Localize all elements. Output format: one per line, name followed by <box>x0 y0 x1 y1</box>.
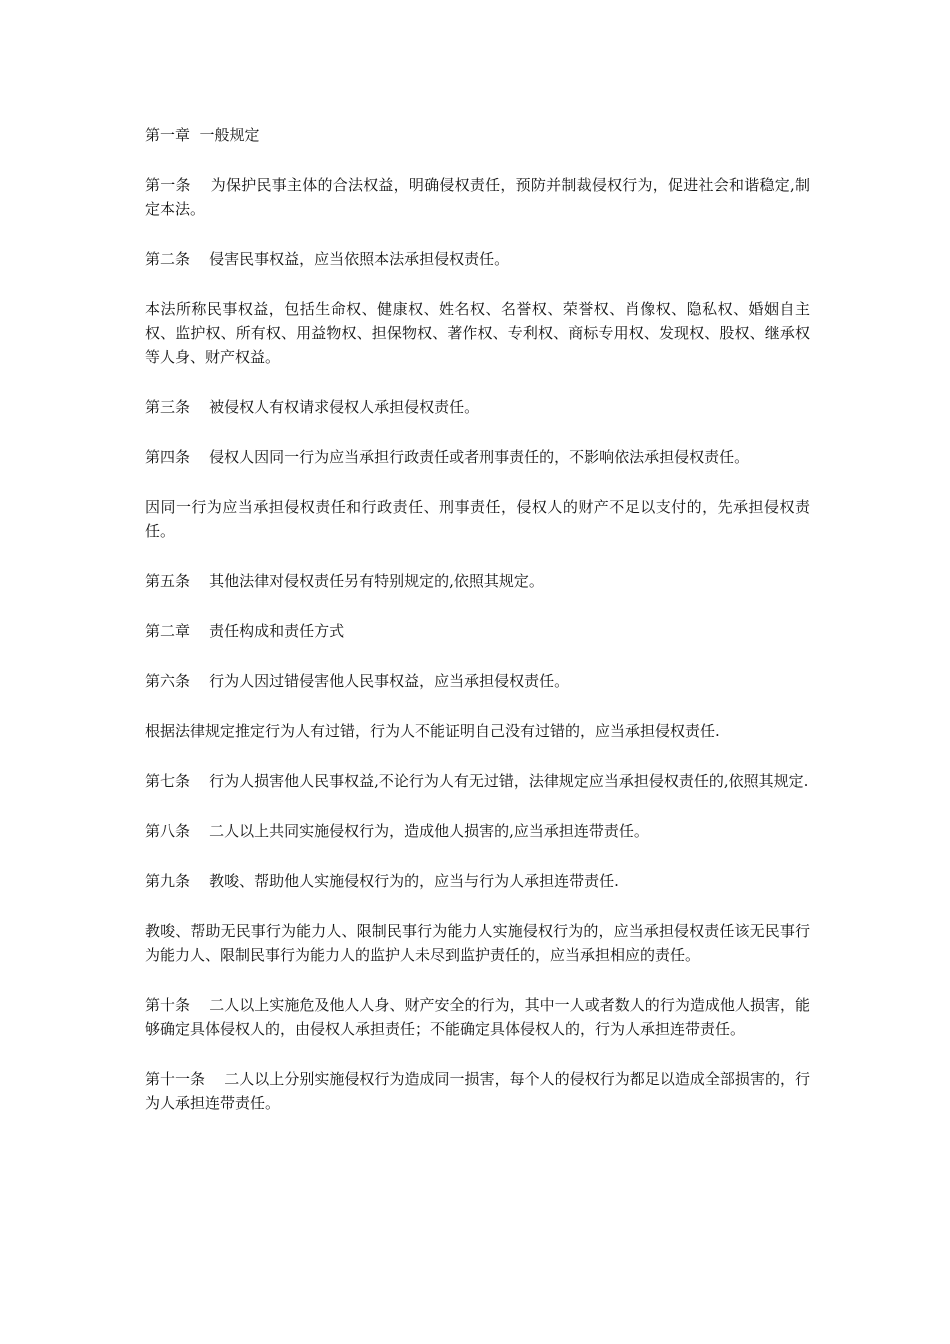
document-page <box>145 123 810 1141</box>
article-1: 第一条 为保护民事主体的合法权益，明确侵权责任，预防并制裁侵权行为，促进社会和谐稳定,制定本法。 <box>145 176 810 218</box>
article-10: 第十条 二人以上实施危及他人人身、财产安全的行为，其中一人或者数人的行为造成他人损害，能够确定具体侵权人的，由侵权人承担责任；不能确定具体侵权人的，行为人承担连带责任。 <box>145 996 810 1038</box>
article-9: 第九条 教唆、帮助他人实施侵权行为的，应当与行为人承担连带责任. <box>145 872 619 890</box>
article-9-paragraph-2: 教唆、帮助无民事行为能力人、限制民事行为能力人实施侵权行为的，应当承担侵权责任该无民事行为能力人、限制民事行为能力人的监护人未尽到监护责任的，应当承担相应的责任。 <box>145 922 810 964</box>
article-11: 第十一条 二人以上分别实施侵权行为造成同一损害，每个人的侵权行为都足以造成全部损害的，行为人承担连带责任。 <box>145 1070 810 1112</box>
article-3: 第三条 被侵权人有权请求侵权人承担侵权责任。 <box>145 398 480 416</box>
article-5: 第五条 其他法律对侵权责任另有特别规定的,依照其规定。 <box>145 572 544 590</box>
article-6-paragraph-2: 根据法律规定推定行为人有过错，行为人不能证明自己没有过错的，应当承担侵权责任. <box>145 722 720 740</box>
article-4: 第四条 侵权人因同一行为应当承担行政责任或者刑事责任的，不影响依法承担侵权责任。 <box>145 448 750 466</box>
chapter-heading-2: 第二章 责任构成和责任方式 <box>145 622 345 640</box>
article-7: 第七条 行为人损害他人民事权益,不论行为人有无过错，法律规定应当承担侵权责任的,依照其规定. <box>145 772 809 790</box>
article-8: 第八条 二人以上共同实施侵权行为，造成他人损害的,应当承担连带责任。 <box>145 822 649 840</box>
article-2-paragraph-2: 本法所称民事权益，包括生命权、健康权、姓名权、名誉权、荣誉权、肖像权、隐私权、婚姻自主权、监护权、所有权、用益物权、担保物权、著作权、专利权、商标专用权、发现权、股权、继承权等人身、财产权益。 <box>145 300 810 366</box>
article-4-paragraph-2: 因同一行为应当承担侵权责任和行政责任、刑事责任，侵权人的财产不足以支付的，先承担侵权责任。 <box>145 498 810 540</box>
article-6: 第六条 行为人因过错侵害他人民事权益，应当承担侵权责任。 <box>145 672 570 690</box>
chapter-heading-1: 第一章 一般规定 <box>145 126 260 144</box>
article-2: 第二条 侵害民事权益，应当依照本法承担侵权责任。 <box>145 250 510 268</box>
